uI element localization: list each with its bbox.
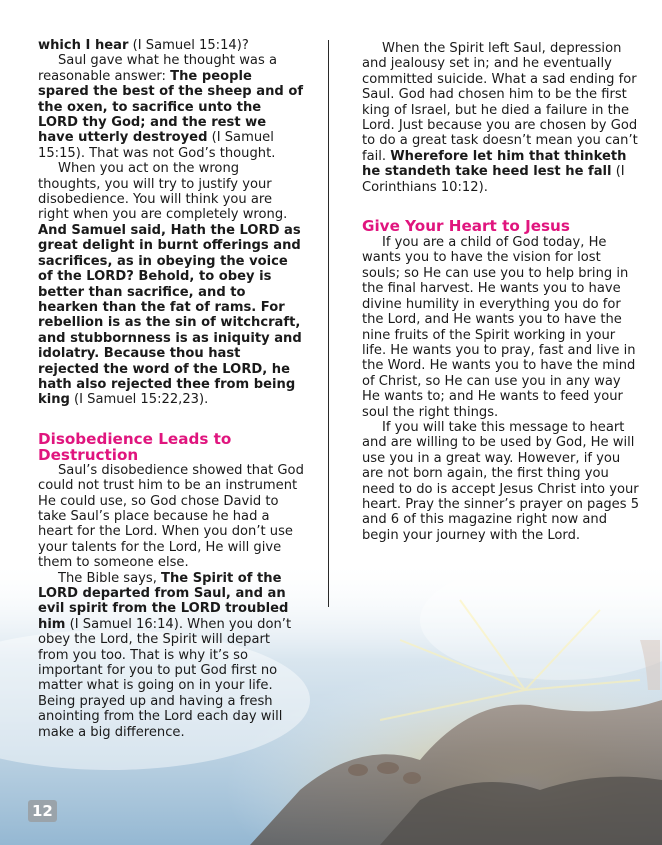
column-divider [328,40,329,607]
paragraph: Saul gave what he thought was a reasonable answer: The people spared the best of the sheep and of the oxen, to sacrifice unto the LORD thy God; and the rest we have utterly destroyed (I Samuel 15:15). That was not God’s thought. [38,53,304,161]
left-column [38,38,304,740]
page-number: 12 [28,800,57,822]
section-heading: Give Your Heart to Jesus [362,217,570,236]
paragraph: When the Spirit left Saul, depression and jealousy set in; and he eventually committed suicide. What a sad ending for Saul. God had chosen him to be the first king of Israel, but he died a failure in the Lord. Just because you are chosen by God to do a great task doesn’t mean you can’t fail. Wherefore let him that thinketh he standeth take heed lest he fall (I Corinthians 10:12). [362,41,638,195]
paragraph: The Bible says, The Spirit of the LORD departed from Saul, and an evil spirit from the LORD troubled him (I Samuel 16:14). When you don’t obey the Lord, the Spirit will depart from you too. That is why it’s so important for you to put God first no matter what is going on in your life. Being prayed up and having a fresh anointing from the Lord each day will make a big difference. [38,570,292,740]
paragraph: If you are a child of God today, He wants you to have the vision for lost souls; so He can use you to help bring in the final harvest. He wants you to have divine humility in everything you do for the Lord, and He wants you to have the nine fruits of the Spirit working in your life. He wants you to pray, fast and live in the Word. He wants you to have the mind of Christ, so He can use you in any way He wants to; and He wants to feed your soul the right things. [362,235,636,420]
paragraph: If you will take this message to heart and are willing to be used by God, He will use you in a great way. However, if you are not born again, the first thing you need to do is accept Jesus Christ into your heart. Pray the sinner’s prayer on pages 5 and 6 of this magazine right now and begin your journey with the Lord. [362,419,640,543]
paragraph: which I hear (I Samuel 15:14)? [38,38,249,53]
section-heading: Disobedience Leads to Destruction [38,429,232,464]
paragraph: When you act on the wrong thoughts, you will try to justify your disobedience. You will think you are right when you are completely wrong. And Samuel said, Hath the LORD as great delight in burnt offerings and sacrifices, as in obeying the voice of the LORD? Behold, to obey is better than sacrifice, and to hearken than the fat of rams. For rebellion is as the sin of witchcraft, and stubbornness is as iniquity and idolatry. Because thou hast rejected the word of the LORD, he hath also rejected thee from being king (I Samuel 15:22,23). [38,161,302,408]
right-column [362,41,642,543]
paragraph: Saul’s disobedience showed that God could not trust him to be an instrument He could use, so God chose David to take Saul’s place because he had a heart for the Lord. When you don’t use your talents for the Lord, He will give them to someone else. [38,462,304,571]
